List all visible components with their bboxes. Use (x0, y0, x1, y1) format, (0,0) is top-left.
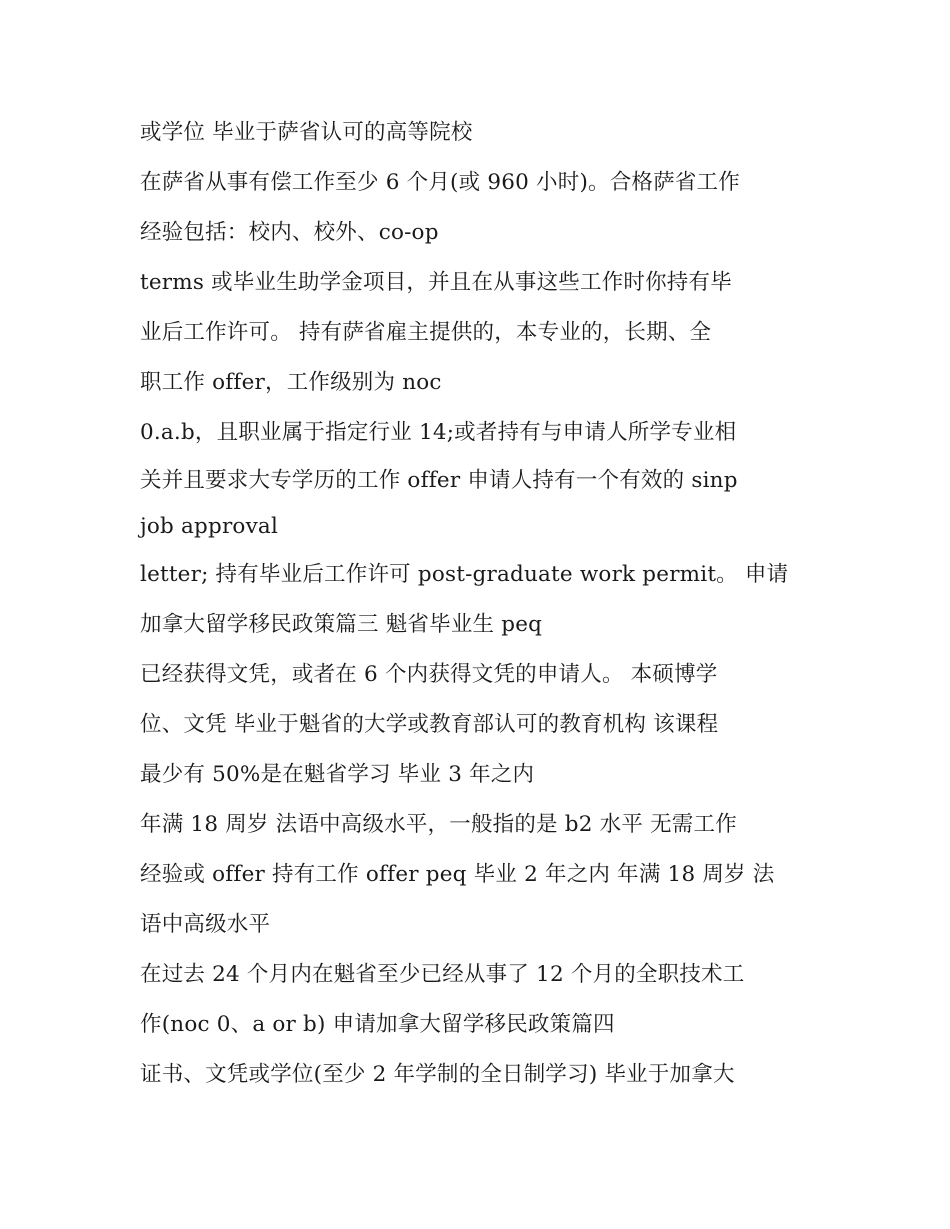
text-line: 最少有 50%是在魁省学习 毕业 3 年之内 (140, 762, 535, 787)
text-line: 经验包括：校内、校外、co-op (140, 220, 439, 245)
document-body (140, 108, 820, 1100)
text-line: letter; 持有毕业后工作许可 post-graduate work permit。 申请 (140, 562, 789, 587)
text-line: 职工作 offer，工作级别为 noc (140, 370, 442, 395)
text-line: 作(noc 0、a or b) 申请加拿大留学移民政策篇四 (140, 1012, 615, 1037)
text-line: 0.a.b，且职业属于指定行业 14;或者持有与申请人所学专业相 (140, 420, 737, 445)
text-line: 语中高级水平 (140, 912, 271, 937)
text-line: 在萨省从事有偿工作至少 6 个月(或 960 小时)。合格萨省工作 (140, 170, 740, 195)
text-line: 已经获得文凭，或者在 6 个内获得文凭的申请人。 本硕博学 (140, 662, 718, 687)
text-line: 年满 18 周岁 法语中高级水平，一般指的是 b2 水平 无需工作 (140, 812, 737, 837)
text-line: 位、文凭 毕业于魁省的大学或教育部认可的教育机构 该课程 (140, 712, 719, 737)
text-line: 经验或 offer 持有工作 offer peq 毕业 2 年之内 年满 18 周岁 法 (140, 862, 775, 887)
text-line: 关并且要求大专学历的工作 offer 申请人持有一个有效的 sinp (140, 468, 738, 493)
text-line: job approval (140, 514, 279, 539)
text-line: 证书、文凭或学位(至少 2 年学制的全日制学习) 毕业于加拿大 (140, 1062, 735, 1087)
text-line: 加拿大留学移民政策篇三 魁省毕业生 peq (140, 612, 543, 637)
text-line: 或学位 毕业于萨省认可的高等院校 (140, 120, 473, 145)
text-line: terms 或毕业生助学金项目，并且在从事这些工作时你持有毕 (140, 270, 732, 295)
text-line: 业后工作许可。 持有萨省雇主提供的，本专业的，长期、全 (140, 320, 712, 345)
text-line: 在过去 24 个月内在魁省至少已经从事了 12 个月的全职技术工 (140, 962, 745, 987)
